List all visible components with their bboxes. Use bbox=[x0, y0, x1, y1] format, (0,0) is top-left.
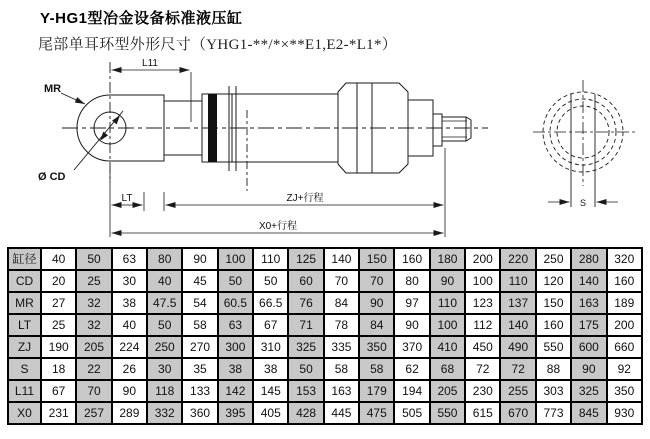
cell-x0-1: 257 bbox=[76, 402, 111, 424]
cell-zj-5: 300 bbox=[218, 336, 253, 358]
table-row-bore bbox=[8, 248, 642, 270]
cell-s-11: 68 bbox=[430, 358, 465, 380]
table-row-mr bbox=[8, 292, 642, 314]
cell-zj-14: 550 bbox=[536, 336, 571, 358]
row-header-cd: CD bbox=[8, 270, 41, 292]
cell-cd-10: 80 bbox=[394, 270, 429, 292]
cell-bore-16: 320 bbox=[607, 248, 643, 270]
cell-lt-16: 200 bbox=[607, 314, 643, 336]
rod-collar bbox=[433, 114, 442, 146]
cell-bore-6: 110 bbox=[253, 248, 288, 270]
cell-cd-16: 160 bbox=[607, 270, 643, 292]
cell-bore-8: 140 bbox=[324, 248, 359, 270]
cell-cd-0: 20 bbox=[41, 270, 76, 292]
cell-bore-15: 280 bbox=[571, 248, 606, 270]
cell-bore-4: 90 bbox=[182, 248, 217, 270]
cell-s-12: 72 bbox=[465, 358, 500, 380]
cell-bore-13: 220 bbox=[500, 248, 535, 270]
cell-l11-5: 142 bbox=[218, 380, 253, 402]
cell-zj-15: 600 bbox=[571, 336, 606, 358]
row-header-mr: MR bbox=[8, 292, 41, 314]
cell-lt-15: 175 bbox=[571, 314, 606, 336]
end-view bbox=[533, 80, 635, 207]
cell-s-13: 72 bbox=[500, 358, 535, 380]
cell-s-6: 38 bbox=[253, 358, 288, 380]
cell-l11-13: 255 bbox=[500, 380, 535, 402]
cell-s-10: 62 bbox=[394, 358, 429, 380]
cell-zj-9: 350 bbox=[359, 336, 394, 358]
cell-lt-6: 67 bbox=[253, 314, 288, 336]
row-header-l11: L11 bbox=[8, 380, 41, 402]
row-header-bore: 缸径 bbox=[8, 248, 41, 270]
cell-lt-7: 71 bbox=[288, 314, 323, 336]
cell-lt-14: 160 bbox=[536, 314, 571, 336]
cell-mr-1: 32 bbox=[76, 292, 111, 314]
cell-l11-10: 194 bbox=[394, 380, 429, 402]
cell-x0-6: 405 bbox=[253, 402, 288, 424]
dim-label-s: S bbox=[579, 198, 587, 208]
cell-mr-8: 84 bbox=[324, 292, 359, 314]
cell-cd-2: 30 bbox=[112, 270, 147, 292]
row-header-x0: X0 bbox=[8, 402, 41, 424]
cell-mr-16: 189 bbox=[607, 292, 643, 314]
cell-x0-3: 332 bbox=[147, 402, 182, 424]
dim-label-l11: L11 bbox=[142, 58, 158, 69]
cell-mr-14: 150 bbox=[536, 292, 571, 314]
cell-cd-3: 40 bbox=[147, 270, 182, 292]
cell-x0-2: 289 bbox=[112, 402, 147, 424]
table-row-zj bbox=[8, 336, 642, 358]
cell-l11-4: 133 bbox=[182, 380, 217, 402]
cell-cd-6: 50 bbox=[253, 270, 288, 292]
cell-x0-0: 231 bbox=[41, 402, 76, 424]
cell-zj-12: 450 bbox=[465, 336, 500, 358]
cell-x0-4: 360 bbox=[182, 402, 217, 424]
cell-zj-8: 335 bbox=[324, 336, 359, 358]
cell-mr-15: 163 bbox=[571, 292, 606, 314]
cell-s-2: 26 bbox=[112, 358, 147, 380]
cell-cd-4: 45 bbox=[182, 270, 217, 292]
cell-x0-8: 445 bbox=[324, 402, 359, 424]
row-header-lt: LT bbox=[8, 314, 41, 336]
page-title: Y-HG1型冶金设备标准液压缸 bbox=[40, 10, 243, 27]
cell-lt-12: 112 bbox=[465, 314, 500, 336]
cell-s-1: 22 bbox=[76, 358, 111, 380]
cell-x0-9: 475 bbox=[359, 402, 394, 424]
cell-cd-7: 60 bbox=[288, 270, 323, 292]
cell-l11-11: 205 bbox=[430, 380, 465, 402]
row-header-s: S bbox=[8, 358, 41, 380]
cell-bore-5: 100 bbox=[218, 248, 253, 270]
cell-cd-8: 70 bbox=[324, 270, 359, 292]
spec-table bbox=[7, 247, 643, 425]
technical-drawing bbox=[0, 57, 650, 245]
cell-lt-2: 40 bbox=[112, 314, 147, 336]
cell-s-4: 35 bbox=[182, 358, 217, 380]
cell-s-16: 92 bbox=[607, 358, 643, 380]
cell-s-5: 38 bbox=[218, 358, 253, 380]
cell-zj-1: 205 bbox=[76, 336, 111, 358]
spec-table-body bbox=[8, 248, 642, 424]
cell-cd-15: 140 bbox=[571, 270, 606, 292]
cell-zj-11: 410 bbox=[430, 336, 465, 358]
cell-l11-14: 303 bbox=[536, 380, 571, 402]
cell-zj-16: 660 bbox=[607, 336, 643, 358]
cell-bore-2: 63 bbox=[112, 248, 147, 270]
cell-bore-3: 80 bbox=[147, 248, 182, 270]
cell-lt-10: 90 bbox=[394, 314, 429, 336]
cell-mr-0: 27 bbox=[41, 292, 76, 314]
cell-x0-16: 930 bbox=[607, 402, 643, 424]
cell-bore-12: 200 bbox=[465, 248, 500, 270]
row-header-zj: ZJ bbox=[8, 336, 41, 358]
cell-l11-6: 145 bbox=[253, 380, 288, 402]
cell-cd-11: 90 bbox=[430, 270, 465, 292]
cell-zj-0: 190 bbox=[41, 336, 76, 358]
cell-mr-13: 137 bbox=[500, 292, 535, 314]
cell-x0-10: 505 bbox=[394, 402, 429, 424]
cell-lt-1: 32 bbox=[76, 314, 111, 336]
cell-zj-10: 370 bbox=[394, 336, 429, 358]
cell-zj-6: 310 bbox=[253, 336, 288, 358]
cell-x0-13: 670 bbox=[500, 402, 535, 424]
cell-s-9: 58 bbox=[359, 358, 394, 380]
cell-s-0: 18 bbox=[41, 358, 76, 380]
cell-zj-13: 490 bbox=[500, 336, 535, 358]
cell-zj-2: 224 bbox=[112, 336, 147, 358]
cell-bore-0: 40 bbox=[41, 248, 76, 270]
cell-l11-12: 230 bbox=[465, 380, 500, 402]
cell-lt-5: 63 bbox=[218, 314, 253, 336]
cell-mr-10: 97 bbox=[394, 292, 429, 314]
cell-cd-5: 50 bbox=[218, 270, 253, 292]
cell-mr-11: 110 bbox=[430, 292, 465, 314]
cell-zj-7: 325 bbox=[288, 336, 323, 358]
cell-x0-11: 550 bbox=[430, 402, 465, 424]
cell-lt-4: 58 bbox=[182, 314, 217, 336]
cell-cd-14: 120 bbox=[536, 270, 571, 292]
cell-bore-7: 125 bbox=[288, 248, 323, 270]
seal-ring bbox=[208, 94, 217, 162]
cell-mr-3: 47.5 bbox=[147, 292, 182, 314]
cell-l11-8: 163 bbox=[324, 380, 359, 402]
table-row-cd bbox=[8, 270, 642, 292]
label-mr: MR bbox=[44, 83, 62, 95]
cell-mr-12: 123 bbox=[465, 292, 500, 314]
cell-cd-13: 110 bbox=[500, 270, 535, 292]
cell-bore-10: 160 bbox=[394, 248, 429, 270]
cell-x0-14: 773 bbox=[536, 402, 571, 424]
cell-cd-9: 70 bbox=[359, 270, 394, 292]
cell-l11-0: 67 bbox=[41, 380, 76, 402]
cell-bore-1: 50 bbox=[76, 248, 111, 270]
cell-lt-0: 25 bbox=[41, 314, 76, 336]
table-row-x0 bbox=[8, 402, 642, 424]
cell-mr-9: 90 bbox=[359, 292, 394, 314]
dim-label-x0: X0+行程 bbox=[258, 221, 298, 232]
cell-l11-16: 350 bbox=[607, 380, 643, 402]
cell-lt-9: 84 bbox=[359, 314, 394, 336]
label-cd: Ø CD bbox=[38, 171, 66, 183]
page-subtitle: 尾部单耳环型外形尺寸（YHG1-**/*×**E1,E2-*L1*） bbox=[38, 37, 398, 53]
table-row-s bbox=[8, 358, 642, 380]
cell-mr-6: 66.5 bbox=[253, 292, 288, 314]
cell-x0-15: 845 bbox=[571, 402, 606, 424]
cell-mr-2: 38 bbox=[112, 292, 147, 314]
cell-l11-15: 325 bbox=[571, 380, 606, 402]
cell-x0-5: 395 bbox=[218, 402, 253, 424]
cell-lt-11: 100 bbox=[430, 314, 465, 336]
cell-l11-3: 118 bbox=[147, 380, 182, 402]
cell-s-8: 58 bbox=[324, 358, 359, 380]
dim-label-zj: ZJ+行程 bbox=[286, 193, 324, 204]
cell-cd-12: 100 bbox=[465, 270, 500, 292]
cell-s-14: 88 bbox=[536, 358, 571, 380]
cell-mr-7: 76 bbox=[288, 292, 323, 314]
cell-l11-1: 70 bbox=[76, 380, 111, 402]
cell-bore-11: 180 bbox=[430, 248, 465, 270]
cell-lt-13: 140 bbox=[500, 314, 535, 336]
cell-l11-9: 179 bbox=[359, 380, 394, 402]
cell-bore-9: 150 bbox=[359, 248, 394, 270]
cell-l11-7: 153 bbox=[288, 380, 323, 402]
cell-s-15: 90 bbox=[571, 358, 606, 380]
cell-cd-1: 25 bbox=[76, 270, 111, 292]
table-row-lt bbox=[8, 314, 642, 336]
cell-zj-3: 250 bbox=[147, 336, 182, 358]
cell-x0-12: 615 bbox=[465, 402, 500, 424]
cell-x0-7: 428 bbox=[288, 402, 323, 424]
cell-lt-8: 78 bbox=[324, 314, 359, 336]
cell-bore-14: 250 bbox=[536, 248, 571, 270]
cell-mr-5: 60.5 bbox=[218, 292, 253, 314]
cell-l11-2: 90 bbox=[112, 380, 147, 402]
cell-s-7: 50 bbox=[288, 358, 323, 380]
cell-mr-4: 54 bbox=[182, 292, 217, 314]
cell-zj-4: 270 bbox=[182, 336, 217, 358]
cell-lt-3: 50 bbox=[147, 314, 182, 336]
cell-s-3: 30 bbox=[147, 358, 182, 380]
table-row-l11 bbox=[8, 380, 642, 402]
dim-label-lt: LT bbox=[121, 193, 133, 204]
